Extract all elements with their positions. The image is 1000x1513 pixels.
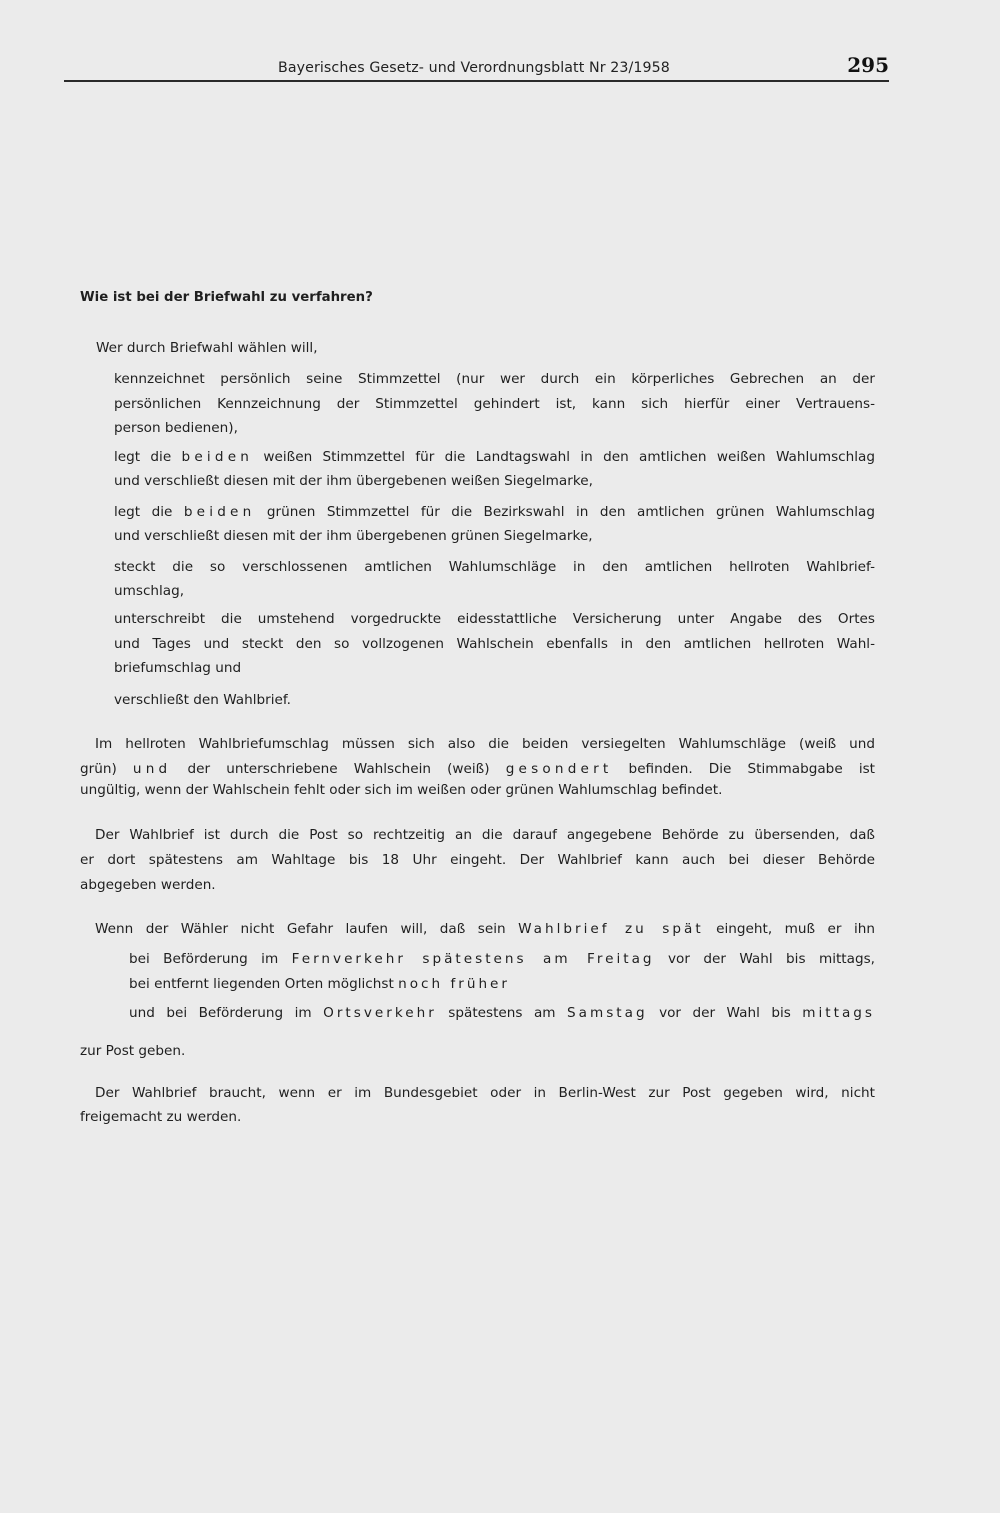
page-number: 295 — [847, 53, 889, 77]
spaced-emphasis: gesondert — [505, 761, 613, 777]
para-2-line-3: abgegeben werden. — [80, 877, 216, 893]
para-1-line-3: ungültig, wenn der Wahlschein fehlt oder sich im weißen oder grünen Wahlumschlag befindet. — [80, 782, 723, 798]
text-segment: spätestens am — [436, 1005, 568, 1021]
step-2-line-1 — [114, 448, 875, 466]
spaced-emphasis: mittags — [802, 1005, 876, 1021]
para-1-line-2 — [80, 760, 875, 778]
step-2-line-2: und verschließt diesen mit der ihm übergebenen weißen Siegelmarke, — [114, 473, 593, 489]
text-segment: vor der Wahl bis — [647, 1005, 803, 1021]
section-heading: Wie ist bei der Briefwahl zu verfahren? — [80, 290, 373, 305]
step-6-line-1: verschließt den Wahlbrief. — [114, 692, 291, 708]
text-segment: bei Beförderung im — [129, 951, 292, 967]
text-segment: legt die — [114, 449, 182, 465]
para-3-line-3 — [129, 975, 510, 993]
step-5-line-1: unterschreibt die umstehend vorgedruckte eidesstattliche Versicherung unter Angabe des Ortes — [114, 611, 875, 627]
para-2-line-2: er dort spätestens am Wahltage bis 18 Uhr eingeht. Der Wahlbrief kann auch bei dieser Behörde — [80, 852, 875, 868]
spaced-emphasis: Samstag — [567, 1005, 648, 1021]
spaced-emphasis: beiden — [183, 504, 256, 520]
para-2-line-1: Der Wahlbrief ist durch die Post so rechtzeitig an die darauf angegebene Behörde zu übersenden, daß — [95, 827, 875, 843]
text-segment: legt die — [114, 504, 184, 520]
step-5-line-3: briefumschlag und — [114, 660, 242, 676]
spaced-emphasis: Fernverkehr spätestens am Freitag — [291, 951, 655, 967]
text-segment: bei entfernt liegenden Orten möglichst — [129, 976, 399, 992]
para-3-line-5: zur Post geben. — [80, 1043, 186, 1059]
para-4-line-2: freigemacht zu werden. — [80, 1109, 242, 1125]
text-segment: grünen Stimmzettel für die Bezirkswahl in den amtlichen grünen Wahlumschlag — [255, 504, 875, 520]
spaced-emphasis: noch früher — [398, 976, 511, 992]
step-3-line-1 — [114, 503, 875, 521]
text-segment: weißen Stimmzettel für die Landtagswahl in den amtlichen weißen Wahlumschlag — [253, 449, 876, 465]
text-segment: und bei Beförderung im — [129, 1005, 324, 1021]
para-3-line-1 — [95, 920, 875, 938]
text-segment: vor der Wahl bis mittags, — [654, 951, 875, 967]
step-3-line-2: und verschließt diesen mit der ihm übergebenen grünen Siegelmarke, — [114, 528, 593, 544]
text-segment: grün) — [80, 761, 133, 777]
step-4-line-1: steckt die so verschlossenen amtlichen Wahlumschläge in den amtlichen hellroten Wahlbrief- — [114, 559, 875, 575]
text-segment: der unterschriebene Wahlschein (weiß) — [171, 761, 506, 777]
spaced-emphasis: und — [132, 761, 172, 777]
step-4-line-2: umschlag, — [114, 583, 185, 599]
step-1-line-1: kennzeichnet persönlich seine Stimmzettel (nur wer durch ein körperliches Gebrechen an der — [114, 371, 875, 387]
spaced-emphasis: Wahlbrief zu spät — [518, 921, 704, 937]
text-segment: eingeht, muß er ihn — [703, 921, 876, 937]
spaced-emphasis: Ortsverkehr — [323, 1005, 437, 1021]
para-3-line-4 — [129, 1004, 875, 1022]
spaced-emphasis: beiden — [181, 449, 254, 465]
para-4-line-1: Der Wahlbrief braucht, wenn er im Bundesgebiet oder in Berlin-West zur Post gegeben wird, nicht — [95, 1085, 875, 1101]
para-1-line-1: Im hellroten Wahlbriefumschlag müssen sich also die beiden versiegelten Wahlumschläge (weiß und — [95, 736, 875, 752]
text-segment: Wenn der Wähler nicht Gefahr laufen will, daß sein — [95, 921, 519, 937]
step-5-line-2: und Tages und steckt den so vollzogenen Wahlschein ebenfalls in den amtlichen hellroten Wahl- — [114, 636, 875, 652]
step-1-line-3: person bedienen), — [114, 420, 238, 436]
header-rule — [64, 80, 889, 82]
para-3-line-2 — [129, 950, 875, 968]
text-segment: befinden. Die Stimmabgabe ist — [612, 761, 876, 777]
intro-line: Wer durch Briefwahl wählen will, — [96, 340, 318, 356]
step-1-line-2: persönlichen Kennzeichnung der Stimmzettel gehindert ist, kann sich hierfür einer Vertrauens- — [114, 396, 875, 412]
journal-header: Bayerisches Gesetz- und Verordnungsblatt Nr 23/1958 — [278, 60, 670, 76]
